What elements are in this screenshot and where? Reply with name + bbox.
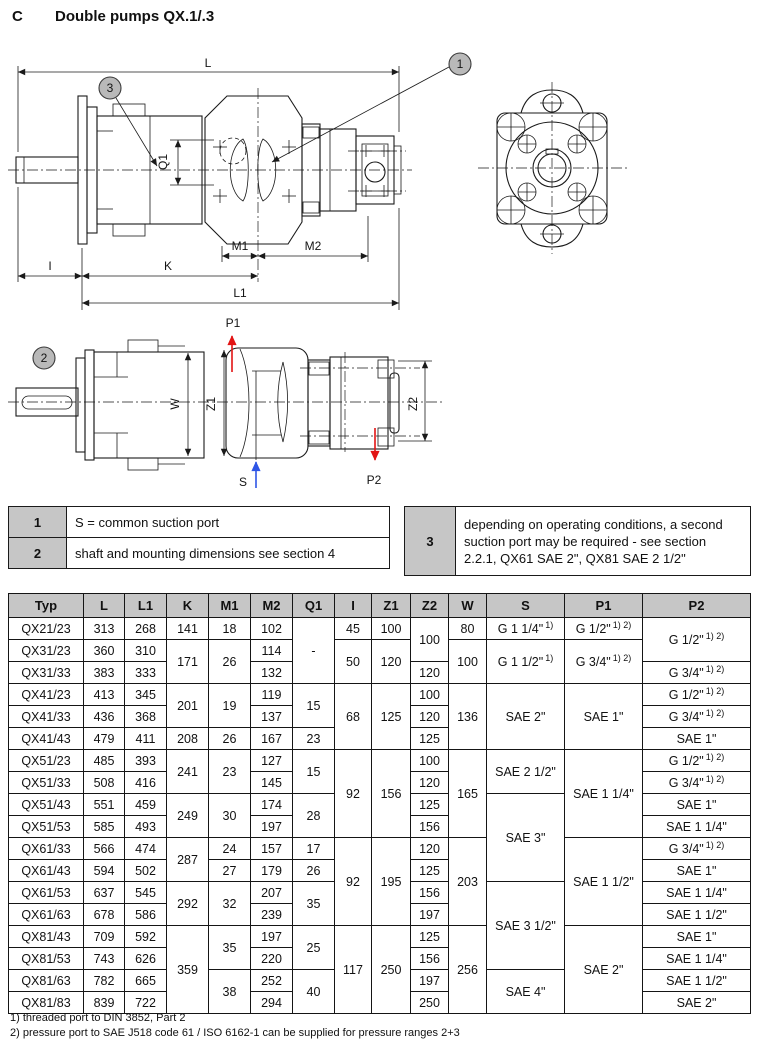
table-cell: QX81/63 bbox=[9, 970, 84, 992]
table-cell: 18 bbox=[209, 618, 251, 640]
table-cell: 80 bbox=[449, 618, 487, 640]
table-cell: 26 bbox=[209, 728, 251, 750]
table-cell: 345 bbox=[125, 684, 167, 706]
table-cell: 145 bbox=[251, 772, 293, 794]
table-cell: 493 bbox=[125, 816, 167, 838]
table-cell: 474 bbox=[125, 838, 167, 860]
table-cell: 100 bbox=[449, 640, 487, 684]
table-cell: 197 bbox=[411, 970, 449, 992]
table-cell: 136 bbox=[449, 684, 487, 750]
table-cell: 120 bbox=[372, 640, 411, 684]
table-cell: 436 bbox=[84, 706, 125, 728]
table-cell: 24 bbox=[209, 838, 251, 860]
dim-label-i: I bbox=[48, 259, 52, 273]
bolt-crosshairs bbox=[213, 140, 296, 203]
table-cell: 709 bbox=[84, 926, 125, 948]
table-cell: 19 bbox=[209, 684, 251, 728]
table-cell: 594 bbox=[84, 860, 125, 882]
table-cell: 127 bbox=[251, 750, 293, 772]
table-cell: SAE 3" bbox=[487, 794, 565, 882]
table-cell: 114 bbox=[251, 640, 293, 662]
table-cell: 413 bbox=[84, 684, 125, 706]
table-cell: 239 bbox=[251, 904, 293, 926]
table-cell: 125 bbox=[411, 728, 449, 750]
table-cell: 208 bbox=[167, 728, 209, 750]
table-cell: 35 bbox=[209, 926, 251, 970]
column-header: I bbox=[335, 594, 372, 618]
table-cell: QX51/53 bbox=[9, 816, 84, 838]
table-cell: QX81/83 bbox=[9, 992, 84, 1014]
note-text: shaft and mounting dimensions see section 4 bbox=[67, 538, 390, 569]
table-cell: G 3/4" $^{1) 2)}$ bbox=[565, 640, 643, 684]
table-cell: - bbox=[293, 618, 335, 684]
port-label-p2: P2 bbox=[366, 473, 382, 487]
column-header: Z2 bbox=[411, 594, 449, 618]
table-cell: 268 bbox=[125, 618, 167, 640]
dim-label-z1: Z1 bbox=[204, 396, 218, 412]
table-cell: 15 bbox=[293, 750, 335, 794]
table-cell: 15 bbox=[293, 684, 335, 728]
table-cell: 359 bbox=[167, 926, 209, 1014]
table-cell: 38 bbox=[209, 970, 251, 1014]
table-cell: 383 bbox=[84, 662, 125, 684]
table-cell: 479 bbox=[84, 728, 125, 750]
callout-1-label: 1 bbox=[456, 57, 464, 71]
table-cell: 586 bbox=[125, 904, 167, 926]
table-cell: 92 bbox=[335, 838, 372, 926]
callout-2-label: 2 bbox=[40, 351, 48, 365]
column-header: Q1 bbox=[293, 594, 335, 618]
table-cell: 585 bbox=[84, 816, 125, 838]
table-cell: 50 bbox=[335, 640, 372, 684]
table-cell: 250 bbox=[372, 926, 411, 1014]
column-header: P2 bbox=[643, 594, 751, 618]
table-cell: 292 bbox=[167, 882, 209, 926]
table-cell: SAE 2" bbox=[565, 926, 643, 1014]
table-cell: SAE 1 1/4" bbox=[565, 750, 643, 838]
table-cell: 310 bbox=[125, 640, 167, 662]
table-cell: 637 bbox=[84, 882, 125, 904]
table-cell: G 3/4" $^{1) 2)}$ bbox=[643, 706, 751, 728]
table-cell: SAE 2 1/2" bbox=[487, 750, 565, 794]
table-cell: 100 bbox=[411, 618, 449, 662]
table-cell: 120 bbox=[411, 772, 449, 794]
table-row bbox=[9, 750, 751, 772]
section-letter: C bbox=[12, 8, 23, 25]
column-header: K bbox=[167, 594, 209, 618]
flange-front-view-drawing bbox=[478, 82, 628, 254]
note-row bbox=[405, 507, 751, 576]
table-cell: G 3/4" $^{1) 2)}$ bbox=[643, 838, 751, 860]
table-cell: SAE 2" bbox=[643, 992, 751, 1014]
table-cell: 678 bbox=[84, 904, 125, 926]
table-cell: 125 bbox=[411, 926, 449, 948]
table-cell: 203 bbox=[449, 838, 487, 926]
table-cell: SAE 1 1/4" bbox=[643, 948, 751, 970]
table-cell: G 1/2" $^{1) 2)}$ bbox=[643, 750, 751, 772]
column-header: L1 bbox=[125, 594, 167, 618]
table-cell: 313 bbox=[84, 618, 125, 640]
spec-table bbox=[8, 593, 751, 1014]
table-cell: 626 bbox=[125, 948, 167, 970]
table-cell: SAE 1" bbox=[643, 794, 751, 816]
port-label-p1: P1 bbox=[225, 316, 241, 330]
table-cell: 252 bbox=[251, 970, 293, 992]
table-cell: QX41/43 bbox=[9, 728, 84, 750]
table-cell: 26 bbox=[209, 640, 251, 684]
table-cell: 508 bbox=[84, 772, 125, 794]
top-view-drawing bbox=[8, 316, 442, 489]
table-cell: G 3/4" $^{1) 2)}$ bbox=[643, 662, 751, 684]
table-cell: 360 bbox=[84, 640, 125, 662]
table-cell: QX31/33 bbox=[9, 662, 84, 684]
table-cell: 171 bbox=[167, 640, 209, 684]
table-cell: 125 bbox=[411, 860, 449, 882]
page-title: Double pumps QX.1/.3 bbox=[55, 8, 215, 25]
table-cell: 120 bbox=[411, 662, 449, 684]
table-cell: SAE 1" bbox=[643, 926, 751, 948]
table-cell: G 1 1/4" $^{1)}$ bbox=[487, 618, 565, 640]
table-cell: 416 bbox=[125, 772, 167, 794]
table-row bbox=[9, 838, 751, 860]
table-cell: 485 bbox=[84, 750, 125, 772]
table-cell: G 1/2" $^{1) 2)}$ bbox=[565, 618, 643, 640]
table-cell: SAE 4" bbox=[487, 970, 565, 1014]
table-cell: 23 bbox=[209, 750, 251, 794]
dim-label-l: L bbox=[204, 56, 212, 70]
table-cell: SAE 3 1/2" bbox=[487, 882, 565, 970]
table-cell: 156 bbox=[372, 750, 411, 838]
column-header: M2 bbox=[251, 594, 293, 618]
table-cell: 368 bbox=[125, 706, 167, 728]
table-cell: SAE 1 1/2" bbox=[643, 970, 751, 992]
table-cell: 125 bbox=[372, 684, 411, 750]
table-cell: 125 bbox=[411, 794, 449, 816]
table-cell: G 3/4" $^{1) 2)}$ bbox=[643, 772, 751, 794]
note-text: depending on operating conditions, a second suction port may be required - see section 2.2.1, QX61 SAE 2", QX81 SAE 2 1/2" bbox=[456, 507, 751, 576]
table-cell: 839 bbox=[84, 992, 125, 1014]
table-cell: 141 bbox=[167, 618, 209, 640]
column-header: Z1 bbox=[372, 594, 411, 618]
note-number: 3 bbox=[405, 507, 456, 576]
table-cell: G 1/2" $^{1) 2)}$ bbox=[643, 684, 751, 706]
column-header: S bbox=[487, 594, 565, 618]
note-number: 2 bbox=[9, 538, 67, 569]
dim-label-z2: Z2 bbox=[406, 396, 420, 412]
table-cell: QX81/53 bbox=[9, 948, 84, 970]
table-cell: 197 bbox=[251, 926, 293, 948]
table-cell: 241 bbox=[167, 750, 209, 794]
dim-label-m1: M1 bbox=[231, 239, 249, 253]
table-cell: 157 bbox=[251, 838, 293, 860]
table-cell: 179 bbox=[251, 860, 293, 882]
notes-table-right bbox=[404, 506, 751, 576]
table-cell: 220 bbox=[251, 948, 293, 970]
column-header: P1 bbox=[565, 594, 643, 618]
table-cell: 333 bbox=[125, 662, 167, 684]
side-view-drawing bbox=[8, 53, 471, 310]
footnote-2: 2) pressure port to SAE J518 code 61 / ISO 6162-1 can be supplied for pressure ranges 2+3 bbox=[10, 1027, 460, 1039]
table-cell: 502 bbox=[125, 860, 167, 882]
table-row bbox=[9, 684, 751, 706]
table-cell: QX51/43 bbox=[9, 794, 84, 816]
note-row bbox=[9, 507, 390, 538]
table-cell: 250 bbox=[411, 992, 449, 1014]
table-cell: 665 bbox=[125, 970, 167, 992]
table-cell: SAE 1" bbox=[565, 684, 643, 750]
table-cell: 294 bbox=[251, 992, 293, 1014]
table-cell: 117 bbox=[335, 926, 372, 1014]
dim-label-q1: Q1 bbox=[156, 153, 170, 171]
technical-drawings bbox=[0, 0, 759, 505]
table-cell: 45 bbox=[335, 618, 372, 640]
table-cell: G 1 1/2" $^{1)}$ bbox=[487, 640, 565, 684]
table-cell: 137 bbox=[251, 706, 293, 728]
table-cell: QX61/53 bbox=[9, 882, 84, 904]
footnote-1: 1) threaded port to DIN 3852, Part 2 bbox=[10, 1012, 186, 1024]
table-cell: 195 bbox=[372, 838, 411, 926]
table-cell: 28 bbox=[293, 794, 335, 838]
column-header: M1 bbox=[209, 594, 251, 618]
table-cell: 743 bbox=[84, 948, 125, 970]
table-cell: SAE 1 1/2" bbox=[643, 904, 751, 926]
note-number: 1 bbox=[9, 507, 67, 538]
table-cell: SAE 1 1/2" bbox=[565, 838, 643, 926]
table-cell: 256 bbox=[449, 926, 487, 1014]
table-cell: 32 bbox=[209, 882, 251, 926]
callout-3-label: 3 bbox=[106, 81, 114, 95]
table-cell: 92 bbox=[335, 750, 372, 838]
table-cell: 102 bbox=[251, 618, 293, 640]
table-cell: QX81/43 bbox=[9, 926, 84, 948]
table-cell: 566 bbox=[84, 838, 125, 860]
table-header-row bbox=[9, 594, 751, 618]
table-row bbox=[9, 640, 751, 662]
table-cell: QX41/33 bbox=[9, 706, 84, 728]
dim-label-w: W bbox=[168, 398, 182, 410]
table-cell: G 1/2" $^{1) 2)}$ bbox=[643, 618, 751, 662]
table-cell: QX61/63 bbox=[9, 904, 84, 926]
table-cell: QX31/23 bbox=[9, 640, 84, 662]
column-header: Typ bbox=[9, 594, 84, 618]
port-label-s: S bbox=[238, 475, 248, 489]
table-cell: 782 bbox=[84, 970, 125, 992]
table-cell: 411 bbox=[125, 728, 167, 750]
table-cell: QX51/23 bbox=[9, 750, 84, 772]
table-cell: 68 bbox=[335, 684, 372, 750]
table-cell: 17 bbox=[293, 838, 335, 860]
table-cell: 551 bbox=[84, 794, 125, 816]
table-cell: SAE 1 1/4" bbox=[643, 816, 751, 838]
table-cell: QX21/23 bbox=[9, 618, 84, 640]
table-cell: 156 bbox=[411, 882, 449, 904]
table-cell: 197 bbox=[411, 904, 449, 926]
table-cell: 25 bbox=[293, 926, 335, 970]
table-cell: SAE 1 1/4" bbox=[643, 882, 751, 904]
table-cell: 207 bbox=[251, 882, 293, 904]
table-cell: 26 bbox=[293, 860, 335, 882]
dim-label-l1: L1 bbox=[233, 286, 247, 300]
table-cell: 459 bbox=[125, 794, 167, 816]
table-cell: 132 bbox=[251, 662, 293, 684]
notes-table-left bbox=[8, 506, 390, 569]
table-cell: 35 bbox=[293, 882, 335, 926]
table-cell: 393 bbox=[125, 750, 167, 772]
table-cell: 201 bbox=[167, 684, 209, 728]
table-cell: 156 bbox=[411, 948, 449, 970]
dim-label-k: K bbox=[163, 259, 173, 273]
table-cell: SAE 2" bbox=[487, 684, 565, 750]
table-cell: 174 bbox=[251, 794, 293, 816]
table-cell: 120 bbox=[411, 838, 449, 860]
table-cell: 30 bbox=[209, 794, 251, 838]
table-cell: QX61/33 bbox=[9, 838, 84, 860]
table-cell: 249 bbox=[167, 794, 209, 838]
table-cell: 167 bbox=[251, 728, 293, 750]
note-text: S = common suction port bbox=[67, 507, 390, 538]
table-cell: 100 bbox=[372, 618, 411, 640]
column-header: L bbox=[84, 594, 125, 618]
table-row bbox=[9, 926, 751, 948]
table-cell: 23 bbox=[293, 728, 335, 750]
table-cell: 120 bbox=[411, 706, 449, 728]
table-cell: 100 bbox=[411, 684, 449, 706]
table-cell: 545 bbox=[125, 882, 167, 904]
table-cell: 287 bbox=[167, 838, 209, 882]
table-cell: 197 bbox=[251, 816, 293, 838]
table-row bbox=[9, 618, 751, 640]
table-cell: 156 bbox=[411, 816, 449, 838]
table-cell: QX41/23 bbox=[9, 684, 84, 706]
table-cell: 119 bbox=[251, 684, 293, 706]
column-header: W bbox=[449, 594, 487, 618]
table-cell: SAE 1" bbox=[643, 728, 751, 750]
table-cell: 100 bbox=[411, 750, 449, 772]
table-cell: SAE 1" bbox=[643, 860, 751, 882]
note-row bbox=[9, 538, 390, 569]
table-cell: 40 bbox=[293, 970, 335, 1014]
table-cell: QX61/43 bbox=[9, 860, 84, 882]
table-cell: 165 bbox=[449, 750, 487, 838]
table-cell: 27 bbox=[209, 860, 251, 882]
table-cell: QX51/33 bbox=[9, 772, 84, 794]
table-cell: 592 bbox=[125, 926, 167, 948]
dim-label-m2: M2 bbox=[304, 239, 322, 253]
table-cell: 722 bbox=[125, 992, 167, 1014]
